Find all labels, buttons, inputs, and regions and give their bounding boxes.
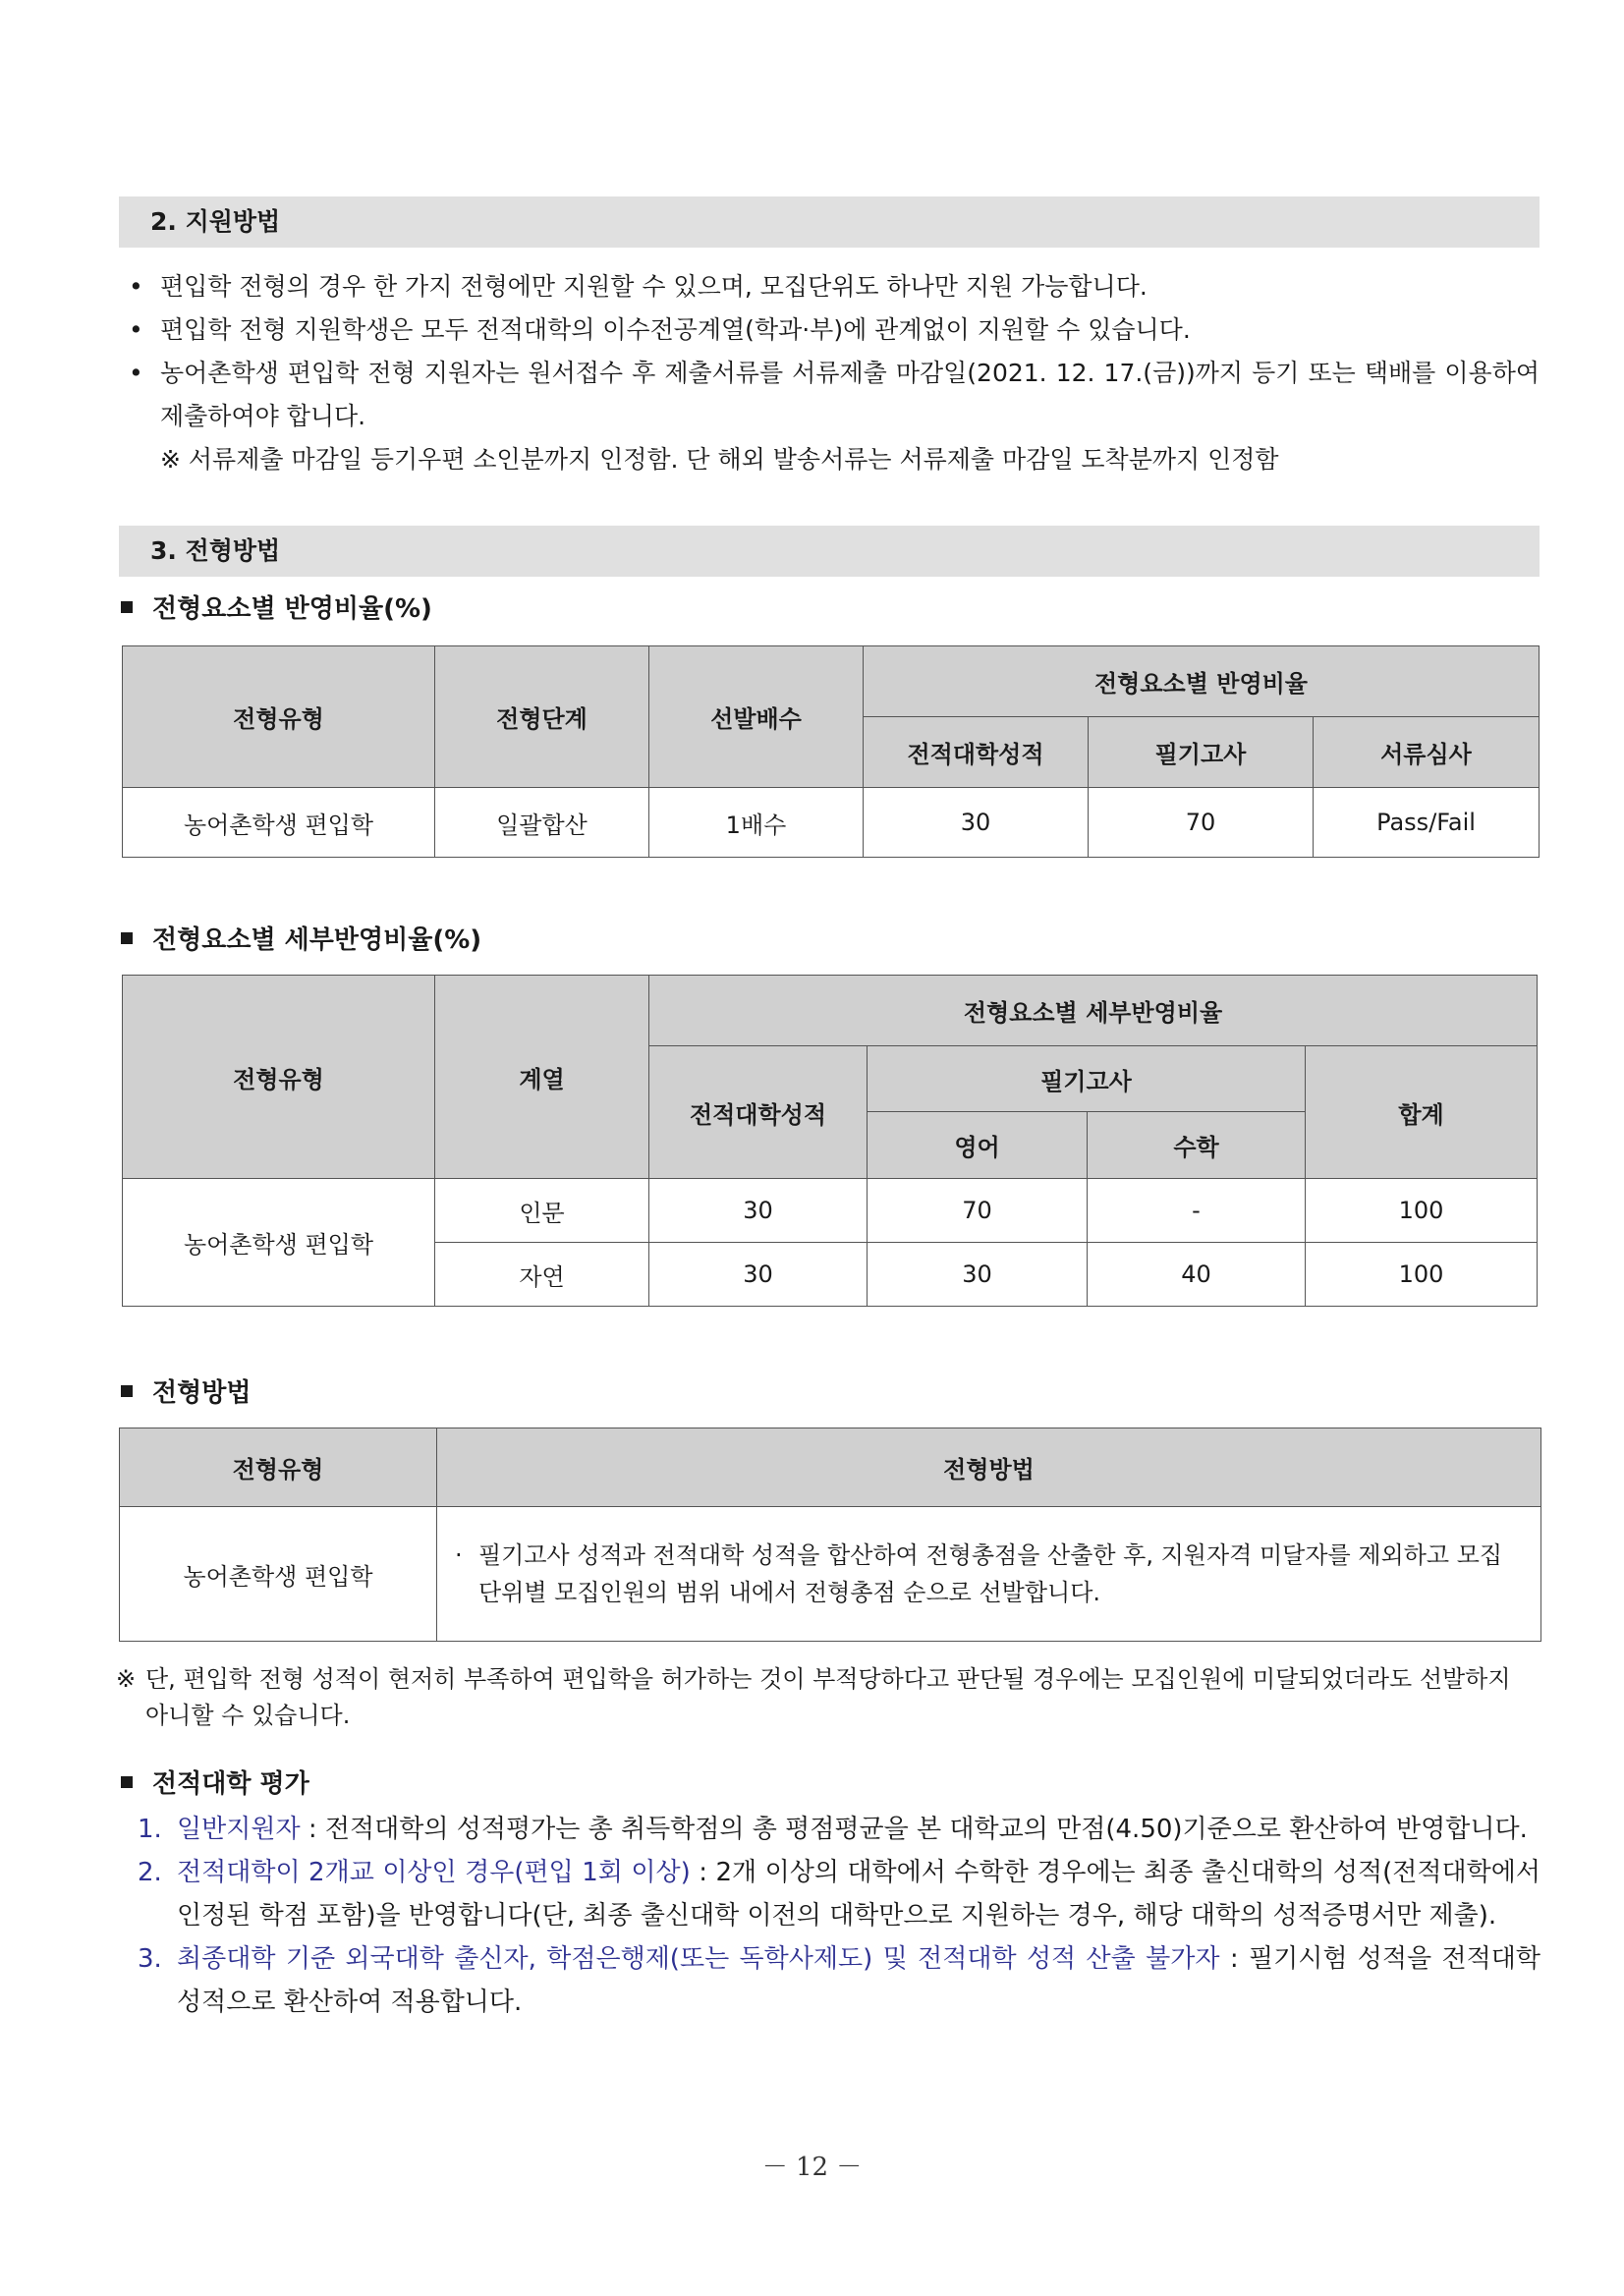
col-header-type: 전형유형	[123, 976, 435, 1179]
cell-total: 100	[1306, 1179, 1538, 1243]
col-header-field: 계열	[435, 976, 649, 1179]
square-bullet-icon	[121, 1385, 133, 1397]
item-text: : 필기시험 성적을 전적대학 성적으로 환산하여 적용합니다.	[177, 1944, 1540, 2017]
square-bullet-icon	[121, 1776, 133, 1788]
cell-english: 30	[868, 1243, 1088, 1307]
cell-math: -	[1088, 1179, 1306, 1243]
method-description: · 필기고사 성적과 전적대학 성적을 합산하여 전형총점을 산출한 후, 지원자격 미달자를 제외하고 모집단위별 모집인원의 범위 내에서 전형총점 순으로 선발합니다.	[455, 1537, 1523, 1611]
item-number: 1.	[138, 1815, 162, 1844]
item-keyword: 일반지원자	[177, 1815, 301, 1844]
col-header-written-exam: 필기고사	[1089, 717, 1314, 788]
cell-document-review: Pass/Fail	[1314, 788, 1540, 858]
cell-written-exam: 70	[1089, 788, 1314, 858]
item-keyword: 최종대학 기준 외국대학 출신자, 학점은행제(또는 독학사제도) 및 전적대학 성적 산출 불가자	[177, 1944, 1220, 1974]
list-item	[138, 1808, 1540, 1851]
evaluation-heading: 전적대학 평가	[121, 1764, 309, 1804]
table2-heading: 전형요소별 세부반영비율(%)	[121, 921, 481, 960]
method-dot: ·	[455, 1541, 463, 1569]
table-row	[123, 1179, 1538, 1243]
cell-type: 농어촌학생 편입학	[120, 1507, 437, 1642]
item-number: 3.	[138, 1944, 162, 1974]
section-2-title: 2. 지원방법	[119, 196, 1540, 248]
col-header-written-exam: 필기고사	[868, 1046, 1306, 1112]
square-bullet-icon	[121, 932, 133, 944]
cell-english: 70	[868, 1179, 1088, 1243]
ratio-table	[122, 645, 1540, 858]
col-header-total: 합계	[1306, 1046, 1538, 1179]
cell-stage: 일괄합산	[435, 788, 649, 858]
cell-math: 40	[1088, 1243, 1306, 1307]
cell-prev-grades: 30	[649, 1179, 868, 1243]
cell-total: 100	[1306, 1243, 1538, 1307]
col-header-method: 전형방법	[437, 1428, 1541, 1507]
list-item	[138, 1851, 1540, 1937]
cell-method	[437, 1507, 1541, 1642]
cell-multiple: 1배수	[649, 788, 864, 858]
item-text: : 전적대학의 성적평가는 총 취득학점의 총 평점평균을 본 대학교의 만점(4.50)기준으로 환산하여 반영합니다.	[300, 1815, 1528, 1844]
table-row	[123, 788, 1540, 858]
col-header-stage: 전형단계	[435, 646, 649, 788]
item-text: : 2개 이상의 대학에서 수학한 경우에는 최종 출신대학의 성적(전적대학에서 인정된 학점 포함)을 반영합니다(단, 최종 출신대학 이전의 대학만으로 지원하는 경우, 해당 대학의 성적증명서만 제출).	[177, 1858, 1540, 1931]
selection-method-table	[119, 1428, 1541, 1642]
col-header-document-review: 서류심사	[1314, 717, 1540, 788]
page-number: － 12 －	[761, 2153, 863, 2182]
square-bullet-icon	[121, 601, 133, 613]
col-group-header: 전형요소별 세부반영비율	[649, 976, 1538, 1046]
col-header-math: 수학	[1088, 1112, 1306, 1179]
col-header-type: 전형유형	[120, 1428, 437, 1507]
section-3-title: 3. 전형방법	[119, 526, 1540, 577]
evaluation-list	[138, 1808, 1540, 2024]
item-keyword: 전적대학이 2개교 이상인 경우(편입 1회 이상)	[177, 1858, 691, 1887]
bullet-dot: •	[129, 315, 143, 344]
cell-prev-grades: 30	[864, 788, 1089, 858]
col-header-multiple: 선발배수	[649, 646, 864, 788]
col-group-header: 전형요소별 반영비율	[864, 646, 1540, 717]
cell-prev-grades: 30	[649, 1243, 868, 1307]
section-2-bullets	[119, 265, 1540, 481]
bullet-item: • 편입학 전형의 경우 한 가지 전형에만 지원할 수 있으며, 모집단위도 하나만 지원 가능합니다.	[119, 265, 1540, 308]
col-header-english: 영어	[868, 1112, 1088, 1179]
bullet-item: • 농어촌학생 편입학 전형 지원자는 원서접수 후 제출서류를 서류제출 마감일(2021. 12. 17.(금))까지 등기 또는 택배를 이용하여 제출하여야 합니다.	[119, 352, 1540, 438]
bullet-dot: •	[129, 272, 143, 301]
cell-field: 자연	[435, 1243, 649, 1307]
cell-type: 농어촌학생 편입학	[123, 1179, 435, 1307]
submission-note: ※ 서류제출 마감일 등기우편 소인분까지 인정함. 단 해외 발송서류는 서류제출 마감일 도착분까지 인정함	[160, 445, 1279, 474]
col-header-prev-grades: 전적대학성적	[649, 1046, 868, 1179]
table1-heading: 전형요소별 반영비율(%)	[121, 589, 432, 629]
table3-heading: 전형방법	[121, 1373, 251, 1413]
footnote-mark: ※	[116, 1665, 137, 1693]
footnote-text: 단, 편입학 전형 성적이 현저히 부족하여 편입학을 허가하는 것이 부적당하다고 판단될 경우에는 모집인원에 미달되었더라도 선발하지 아니할 수 있습니다.	[145, 1665, 1511, 1729]
table-row	[120, 1507, 1541, 1642]
cell-field: 인문	[435, 1179, 649, 1243]
list-item	[138, 1937, 1540, 2024]
bullet-item: • 편입학 전형 지원학생은 모두 전적대학의 이수전공계열(학과·부)에 관계없이 지원할 수 있습니다.	[119, 308, 1540, 352]
footnote	[116, 1661, 1540, 1734]
col-header-prev-grades: 전적대학성적	[864, 717, 1089, 788]
cell-type: 농어촌학생 편입학	[123, 788, 435, 858]
bullet-dot: •	[129, 359, 143, 387]
item-number: 2.	[138, 1858, 162, 1887]
detail-ratio-table	[122, 975, 1538, 1307]
col-header-type: 전형유형	[123, 646, 435, 788]
